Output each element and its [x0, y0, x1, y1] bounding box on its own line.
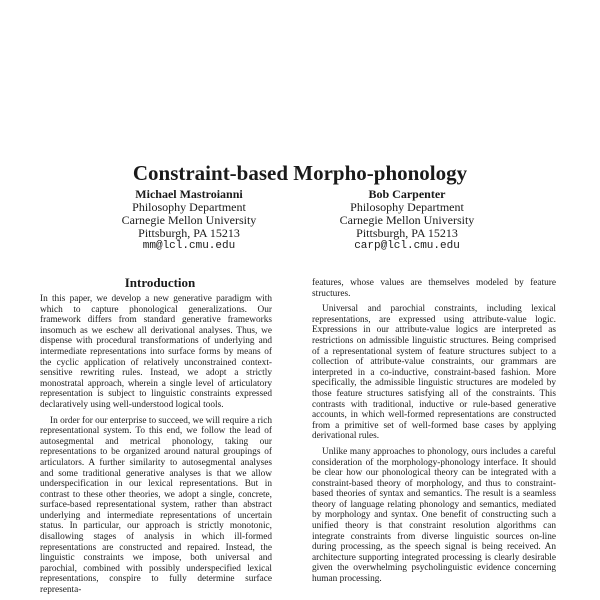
author-block-1 [84, 188, 294, 253]
body-paragraph: Universal and parochial constraints, including lexical representations, are expressed using attribute-value logic. Expressions in our attribute-value logics are interpreted as restrictions on admissible linguistic structures. Being comprised of a representational system of feature structures subject to a collection of attribute-value constraints, our grammars are interpreted in a co-inductive, constraint-based fashion. More specifically, the admissible linguistic structures are modeled by those feature structures satisfying all of the constraints. This contrasts with traditional, inductive or rule-based generative accounts, in which well-formed representations are constructed from a primitive set of well-formed base cases by applying derivational rules. [312, 304, 556, 442]
body-column-left [40, 294, 272, 600]
author-email: carp@lcl.cmu.edu [354, 240, 460, 252]
author-block-2 [302, 188, 512, 253]
body-paragraph: features, whose values are themselves modeled by feature structures. [312, 278, 556, 299]
body-paragraph: Unlike many approaches to phonology, ours includes a careful consideration of the morphology-phonology interface. It should be clear how our phonological theory can be integrated with a constraint-based theory of morphology, and thus to constraint-based theories of syntax and semantics. The result is a seamless theory of language relating phonology and semantics, mediated by morphology and syntax. One benefit of constructing such a unified theory is that constraint resolution algorithms can integrate constraints from diverse linguistic sources on-line during processing, as the speech signal is being received. An architecture supporting integrated processing is clearly desirable given the overwhelming psycholinguistic evidence concerning human processing. [312, 446, 556, 585]
author-city: Pittsburgh, PA 15213 [356, 226, 458, 240]
author-name: Michael Mastroianni [135, 187, 243, 201]
author-name: Bob Carpenter [368, 187, 446, 201]
author-university: Carnegie Mellon University [339, 213, 475, 227]
paper-title: Constraint-based Morpho-phonology [132, 161, 468, 185]
body-paragraph: In this paper, we develop a new generative paradigm with which to capture phonological generalizations. Our framework differs from standard generative frameworks insomuch as we eschew all derivational analyses. Thus, we dispense with procedural transformations of underlying and intermediate representations into surface forms by means of the cyclic application of relatively unconstrained context-sensitive rewriting rules. Instead, we adopt a strictly monostratal approach, wherein a single level of articulatory representation is subject to linguistic constraints expressed declaratively using well-understood logical tools. [40, 294, 272, 410]
author-department: Philosophy Department [350, 200, 464, 214]
author-department: Philosophy Department [132, 200, 246, 214]
body-column-right [312, 278, 556, 600]
author-city: Pittsburgh, PA 15213 [138, 226, 240, 240]
section-heading: Introduction [124, 275, 196, 290]
author-email: mm@lcl.cmu.edu [142, 240, 236, 252]
body-paragraph: In order for our enterprise to succeed, we will require a rich representational system. To this end, we follow the lead of autosegmental and metrical phonology, taking our representations to be organized around natural groupings of articulators. A further similarity to autosegmental analyses and some traditional generative analyses is that we allow underspecification in our lexical representations. But in contrast to these other theories, we adopt a single, concrete, surface-based representational system, rather than abstract underlying and intermediate representations of uncertain status. In particular, our approach is strictly monotonic, disallowing stages of analysis in which ill-formed representations are constructed and repaired. Instead, the linguistic constraints we impose, both universal and parochial, combined with possibly underspecified lexical representations, conspire to fully determine surface representa- [40, 415, 272, 596]
author-university: Carnegie Mellon University [121, 213, 257, 227]
